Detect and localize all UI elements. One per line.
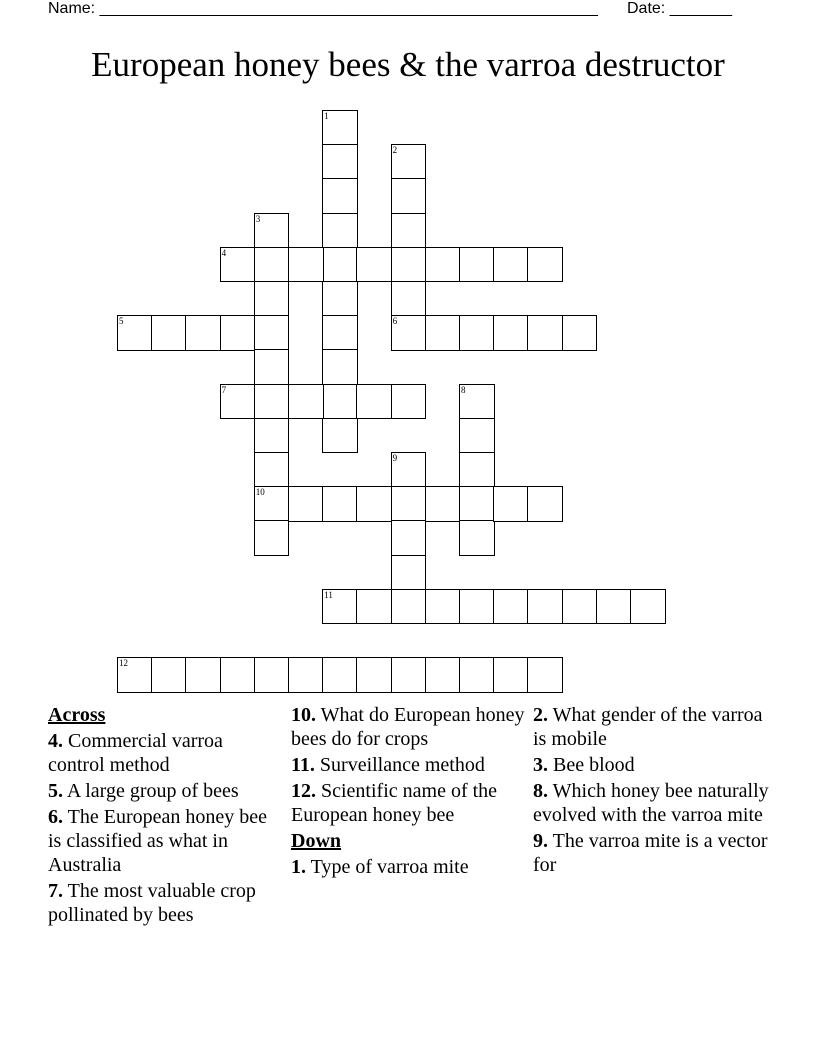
grid-cell[interactable] <box>356 486 392 522</box>
grid-cell[interactable] <box>254 384 290 420</box>
clue-number: 4 <box>221 247 227 258</box>
grid-cell[interactable] <box>220 384 256 420</box>
grid-cell[interactable] <box>151 315 187 351</box>
grid-cell[interactable] <box>185 315 221 351</box>
grid-cell[interactable] <box>391 144 427 180</box>
grid-cell[interactable] <box>322 213 358 249</box>
grid-cell[interactable] <box>562 315 598 351</box>
grid-cell[interactable] <box>527 657 563 693</box>
grid-cell[interactable] <box>117 657 153 693</box>
grid-cell[interactable] <box>630 589 666 625</box>
grid-cell[interactable] <box>459 486 495 522</box>
grid-cell[interactable] <box>220 315 256 351</box>
clue-across-11: 11. Surveillance method <box>291 754 485 776</box>
grid-cell[interactable] <box>356 247 392 283</box>
clue-across-6: 6. The European honey bee is classified as what in Australia <box>48 806 267 876</box>
grid-cell[interactable] <box>391 486 427 522</box>
clue-number: 7 <box>221 384 227 395</box>
grid-cell[interactable] <box>493 657 529 693</box>
grid-cell[interactable] <box>425 657 461 693</box>
grid-cell[interactable] <box>391 384 427 420</box>
grid-cell[interactable] <box>425 247 461 283</box>
puzzle-title: European honey bees & the varroa destructor <box>91 45 725 84</box>
grid-cell[interactable] <box>391 315 427 351</box>
clue-down-3: 3. Bee blood <box>533 754 635 776</box>
grid-cell[interactable] <box>459 384 495 420</box>
across-heading: Across <box>48 704 106 726</box>
grid-cell[interactable] <box>322 281 358 317</box>
grid-cell[interactable] <box>459 315 495 351</box>
grid-cell[interactable] <box>254 213 290 249</box>
grid-cell[interactable] <box>391 281 427 317</box>
clue-number: 2 <box>392 145 398 156</box>
grid-cell[interactable] <box>322 247 358 283</box>
grid-cell[interactable] <box>322 418 358 454</box>
grid-cell[interactable] <box>254 520 290 556</box>
clue-number: 3 <box>255 213 261 224</box>
clue-down-9: 9. The varroa mite is a vector for <box>533 830 768 876</box>
grid-cell[interactable] <box>425 589 461 625</box>
grid-cell[interactable] <box>254 486 290 522</box>
grid-cell[interactable] <box>391 452 427 488</box>
grid-cell[interactable] <box>322 110 358 146</box>
grid-cell[interactable] <box>322 349 358 385</box>
grid-cell[interactable] <box>151 657 187 693</box>
grid-cell[interactable] <box>459 418 495 454</box>
grid-cell[interactable] <box>356 589 392 625</box>
grid-cell[interactable] <box>254 418 290 454</box>
grid-cell[interactable] <box>459 452 495 488</box>
clue-across-4: 4. Commercial varroa control method <box>48 730 223 776</box>
name-field-label: Name: ________________________________________________________ <box>48 0 598 17</box>
grid-cell[interactable] <box>391 589 427 625</box>
grid-cell[interactable] <box>459 589 495 625</box>
clue-number: 11 <box>324 589 333 600</box>
grid-cell[interactable] <box>527 589 563 625</box>
grid-cell[interactable] <box>220 657 256 693</box>
grid-cell[interactable] <box>356 384 392 420</box>
grid-cell[interactable] <box>322 486 358 522</box>
grid-cell[interactable] <box>288 657 324 693</box>
clue-number: 1 <box>324 111 329 121</box>
clue-across-12: 12. Scientific name of the European honey bee <box>291 780 498 826</box>
grid-cell[interactable] <box>322 589 358 625</box>
grid-cell[interactable] <box>322 178 358 214</box>
grid-cell[interactable] <box>527 247 563 283</box>
grid-cell[interactable] <box>425 486 461 522</box>
grid-cell[interactable] <box>596 589 632 625</box>
grid-cell[interactable] <box>185 657 221 693</box>
grid-cell[interactable] <box>322 144 358 180</box>
clue-across-5: 5. A large group of bees <box>48 780 239 802</box>
down-heading: Down <box>291 830 342 852</box>
clues-column-2 <box>291 703 527 881</box>
date-field-label: Date: _______ <box>627 0 732 17</box>
grid-cell[interactable] <box>322 384 358 420</box>
grid-cell[interactable] <box>391 555 427 591</box>
grid-cell[interactable] <box>322 315 358 351</box>
grid-cell[interactable] <box>254 452 290 488</box>
grid-cell[interactable] <box>288 486 324 522</box>
grid-cell[interactable] <box>391 178 427 214</box>
grid-cell[interactable] <box>391 247 427 283</box>
grid-cell[interactable] <box>459 247 495 283</box>
grid-cell[interactable] <box>220 247 256 283</box>
grid-cell[interactable] <box>391 520 427 556</box>
grid-cell[interactable] <box>459 520 495 556</box>
grid-cell[interactable] <box>425 315 461 351</box>
clue-down-2: 2. What gender of the varroa is mobile <box>533 704 763 750</box>
grid-cell[interactable] <box>254 281 290 317</box>
grid-cell[interactable] <box>459 657 495 693</box>
clues-column-1 <box>48 703 284 929</box>
grid-cell[interactable] <box>493 247 529 283</box>
grid-cell[interactable] <box>254 315 290 351</box>
clue-number: 8 <box>461 384 466 395</box>
grid-cell[interactable] <box>562 589 598 625</box>
grid-cell[interactable] <box>493 315 529 351</box>
clues-column-3 <box>533 703 769 879</box>
grid-cell[interactable] <box>254 247 290 283</box>
grid-cell[interactable] <box>391 657 427 693</box>
grid-cell[interactable] <box>527 315 563 351</box>
grid-cell[interactable] <box>288 384 324 420</box>
clue-number: 10 <box>255 487 265 498</box>
clue-number: 12 <box>119 658 128 669</box>
grid-cell[interactable] <box>356 657 392 693</box>
grid-cell[interactable] <box>527 486 563 522</box>
grid-cell[interactable] <box>254 349 290 385</box>
clue-across-10: 10. What do European honey bees do for crops <box>291 704 525 750</box>
clue-across-7: 7. The most valuable crop pollinated by bees <box>48 880 256 926</box>
clue-down-8: 8. Which honey bee naturally evolved with the varroa mite <box>533 780 769 826</box>
grid-cell[interactable] <box>254 657 290 693</box>
clue-down-1: 1. Type of varroa mite <box>291 856 469 878</box>
clue-number: 5 <box>119 316 124 327</box>
grid-cell[interactable] <box>493 486 529 522</box>
grid-cell[interactable] <box>117 315 153 351</box>
grid-cell[interactable] <box>493 589 529 625</box>
clue-number: 9 <box>392 453 398 463</box>
grid-cell[interactable] <box>391 213 427 249</box>
grid-cell[interactable] <box>322 657 358 693</box>
grid-cell[interactable] <box>288 247 324 283</box>
clue-number: 6 <box>392 316 398 327</box>
